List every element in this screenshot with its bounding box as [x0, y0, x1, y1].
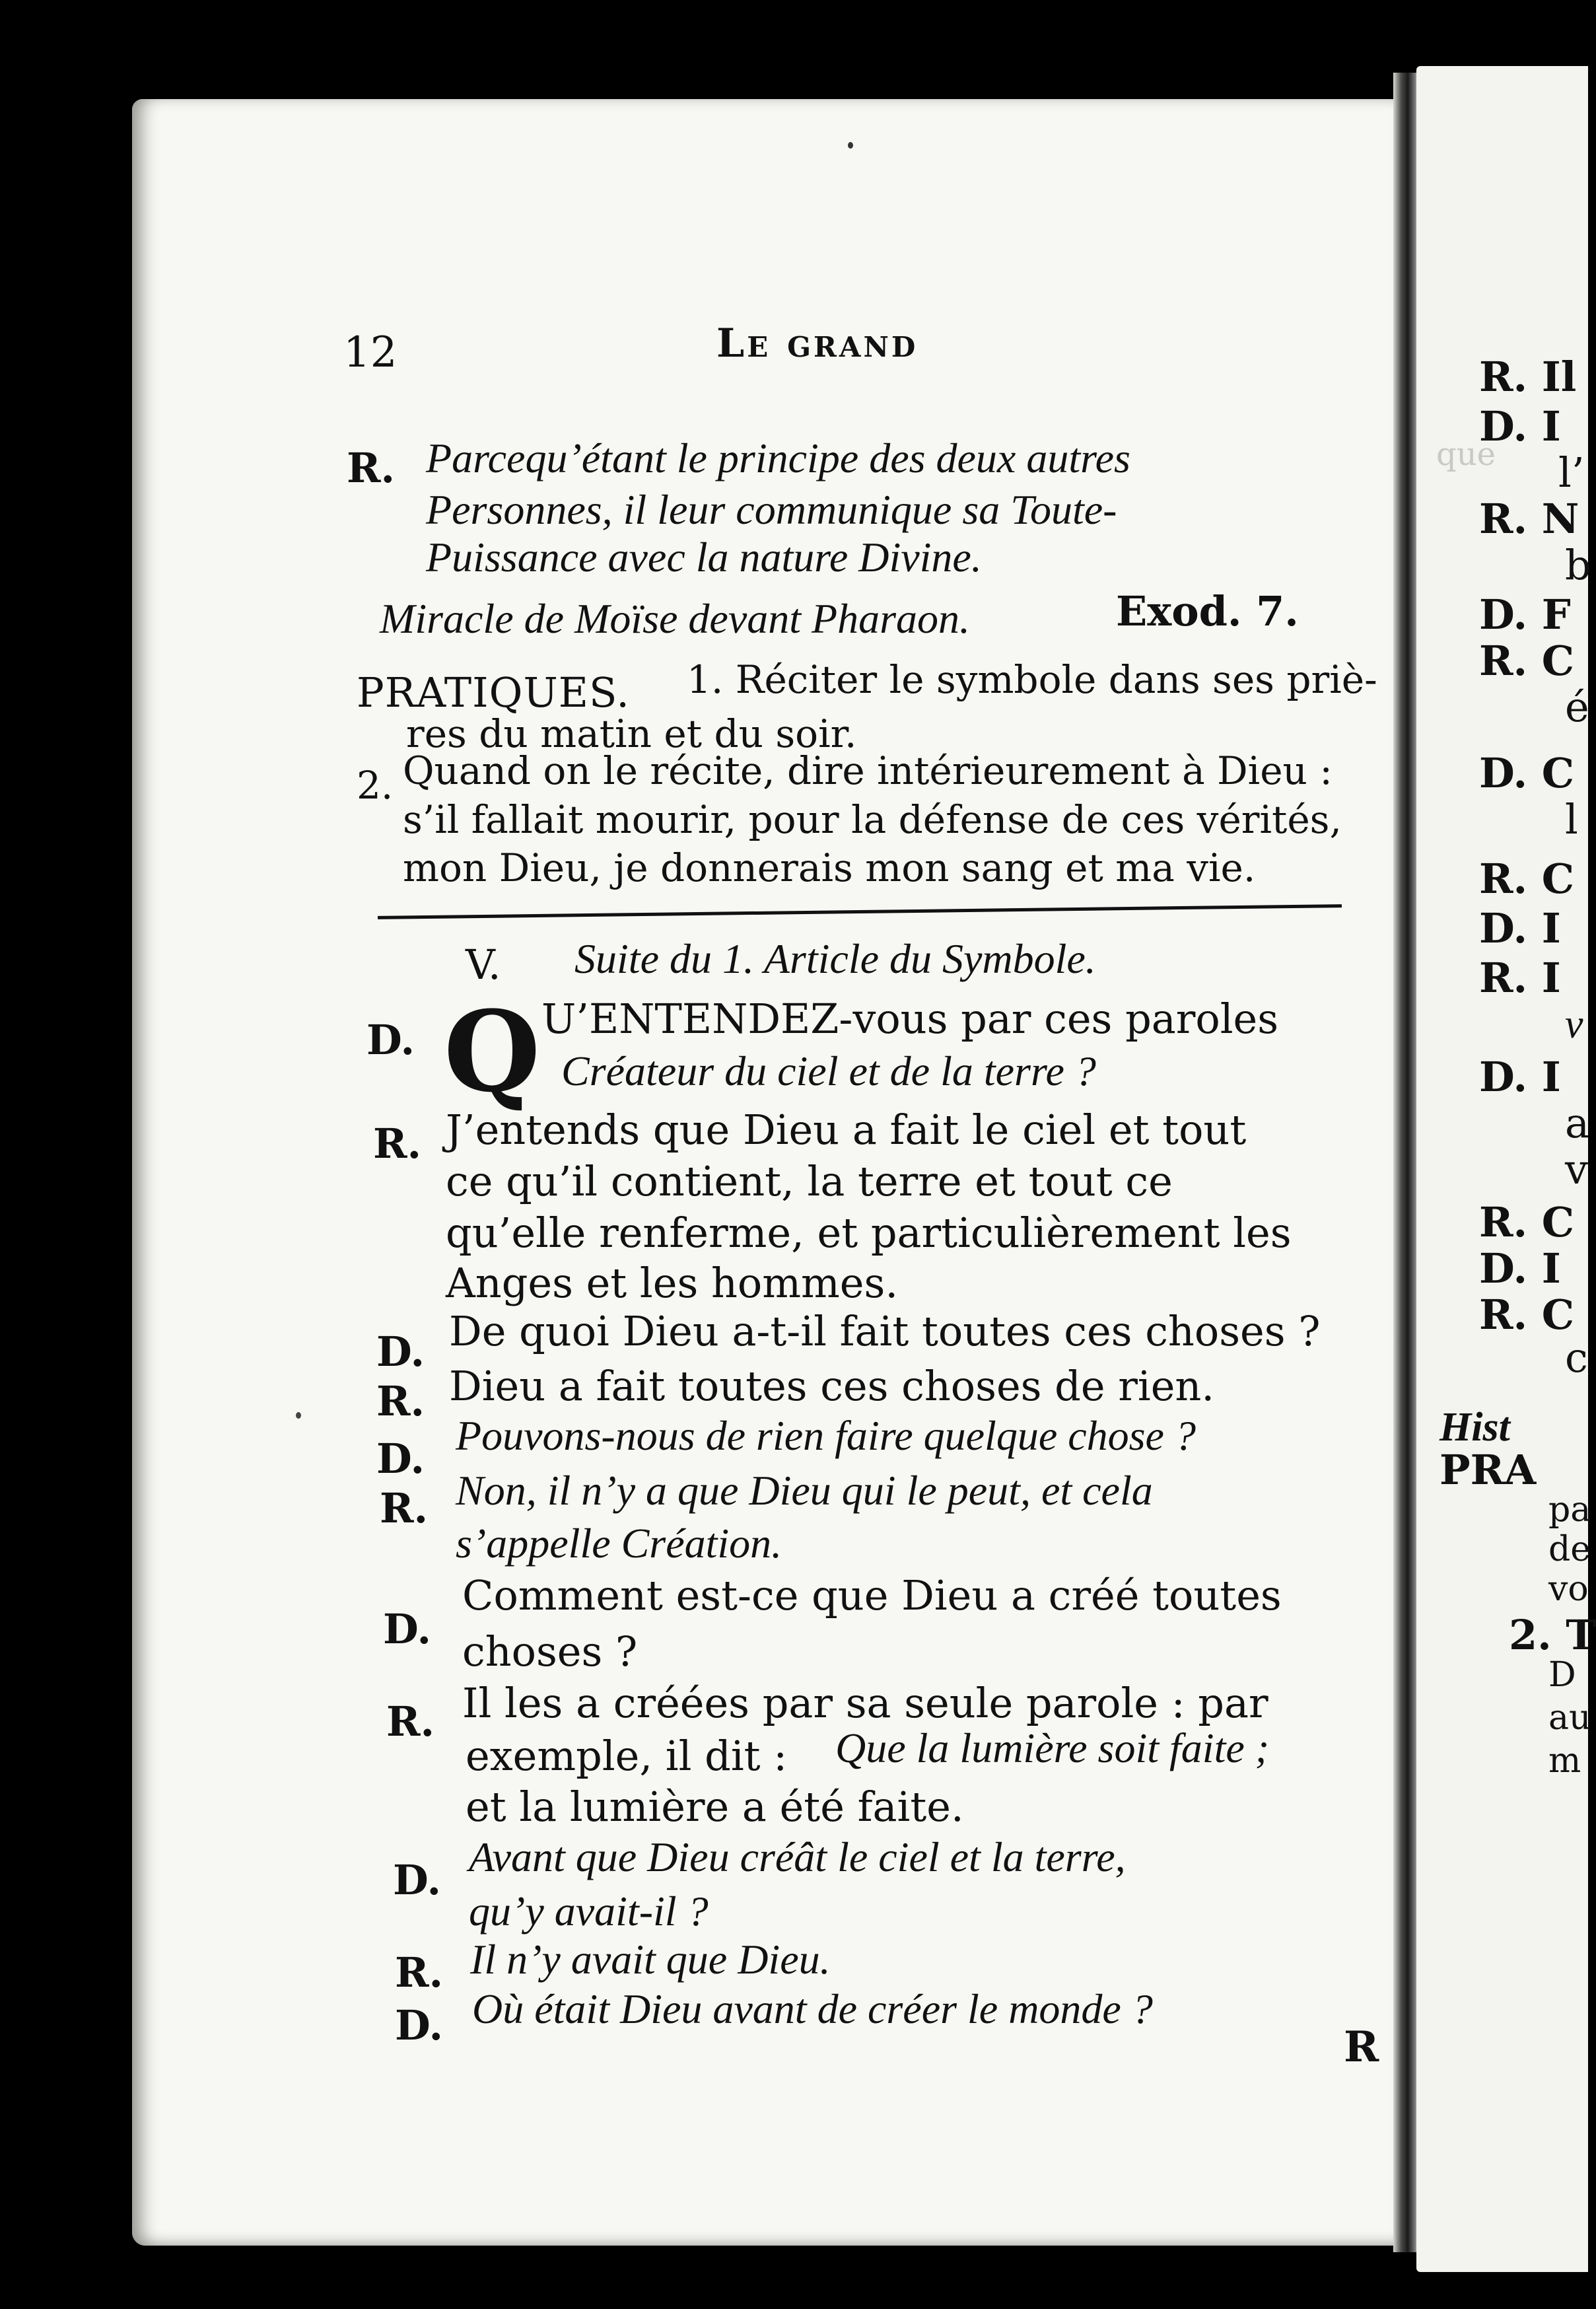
question-line: Créateur du ciel et de la terre ? — [561, 1048, 1096, 1094]
facing-fragment: pa — [1548, 1490, 1591, 1530]
answer-label: R. — [395, 1948, 444, 1997]
pratiques-item: s’il fallait mourir, pour la défense de ces vérités, — [403, 797, 1342, 842]
facing-fragment: vo — [1548, 1569, 1589, 1609]
answer-line: Il les a créées par sa seule parole : par — [462, 1679, 1268, 1727]
question-label: D. — [395, 2001, 444, 2049]
facing-fragment: R. C — [1479, 637, 1575, 685]
facing-fragment: l’ — [1558, 448, 1585, 497]
answer-line: J’entends que Dieu a fait le ciel et tout — [446, 1106, 1247, 1154]
facing-fragment: v — [1565, 1145, 1589, 1193]
question-text: Pouvons-nous de rien faire quelque chose ? — [456, 1412, 1196, 1459]
answer-line: Anges et les hommes. — [446, 1259, 899, 1307]
answer-line: Parcequ’étant le principe des deux autres — [426, 435, 1130, 481]
question-label: D. — [376, 1435, 425, 1483]
question-line: U’ENTENDEZ-vous par ces paroles — [541, 995, 1279, 1043]
answer-line: Puissance avec la nature Divine. — [426, 534, 982, 581]
facing-fragment: é — [1565, 683, 1589, 731]
facing-fragment: D. I — [1479, 1053, 1561, 1101]
facing-fragment: v — [1565, 1002, 1583, 1047]
book-gutter — [1393, 73, 1420, 2252]
answer-text: Il n’y avait que Dieu. — [470, 1936, 831, 1983]
question-text: De quoi Dieu a-t-il fait toutes ces choses ? — [449, 1307, 1321, 1355]
answer-line: Non, il n’y a que Dieu qui le peut, et cela — [456, 1467, 1153, 1514]
answer-line-italic: Que la lumière soit faite ; — [835, 1724, 1270, 1771]
facing-fragment: D. I — [1479, 904, 1561, 952]
answer-line: qu’elle renferme, et particulièrement les — [446, 1209, 1292, 1257]
facing-fragment: R. C — [1479, 1291, 1575, 1339]
facing-fragment: R. C — [1479, 855, 1575, 903]
facing-fragment: D. I — [1479, 402, 1561, 450]
section-title: Suite du 1. Article du Symbole. — [574, 935, 1096, 982]
ink-speck — [848, 142, 853, 149]
answer-label: R. — [380, 1484, 429, 1532]
question-label: D. — [376, 1328, 425, 1376]
miracle-text: Miracle de Moïse devant Pharaon. — [380, 595, 970, 642]
facing-fragment: a — [1565, 1099, 1589, 1147]
question-line: qu’y avait-il ? — [469, 1888, 709, 1935]
facing-fragment: 2. T — [1509, 1611, 1596, 1659]
facing-fragment: D — [1548, 1655, 1576, 1695]
facing-page — [1416, 66, 1596, 2272]
answer-line: ce qu’il contient, la terre et tout ce — [446, 1157, 1173, 1205]
ink-speck — [296, 1412, 301, 1419]
facing-fragment: D. C — [1479, 749, 1575, 797]
question-label: D. — [393, 1856, 442, 1904]
answer-label: R. — [376, 1377, 425, 1425]
pratiques-item: 1. Réciter le symbole dans ses priè- — [687, 657, 1377, 702]
facing-fragment: au — [1548, 1698, 1591, 1738]
page-number: 12 — [343, 328, 398, 377]
running-head: Le grand — [716, 320, 919, 367]
facing-fragment: D. F — [1479, 590, 1571, 639]
drop-cap: Q — [444, 986, 541, 1117]
facing-fragment: l — [1565, 795, 1578, 843]
facing-fragment: b — [1565, 541, 1591, 589]
answer-line: Personnes, il leur communique sa Toute- — [426, 486, 1117, 533]
facing-fragment: R. I — [1479, 954, 1561, 1002]
answer-line: exemple, il dit : — [466, 1732, 788, 1780]
pratiques-item: mon Dieu, je donnerais mon sang et ma vie. — [403, 845, 1256, 890]
answer-line: s’appelle Création. — [456, 1520, 782, 1567]
pratiques-item-number: 2. — [357, 763, 394, 808]
answer-label: R. — [386, 1697, 435, 1746]
question-line: Avant que Dieu créât le ciel et la terre, — [469, 1833, 1126, 1880]
question-text: Où était Dieu avant de créer le monde ? — [472, 1985, 1153, 2032]
facing-fragment: R. Il — [1479, 353, 1577, 401]
answer-line: et la lumière a été faite. — [466, 1783, 964, 1831]
section-number: V. — [466, 941, 501, 989]
facing-fragment: R. N — [1479, 495, 1579, 543]
facing-fragment: m — [1548, 1741, 1581, 1781]
pratiques-title: PRATIQUES. — [357, 668, 630, 717]
answer-label: R. — [373, 1119, 422, 1168]
answer-text: Dieu a fait toutes ces choses de rien. — [449, 1362, 1215, 1410]
facing-fragment: D. I — [1479, 1244, 1561, 1293]
question-label: D. — [366, 1016, 415, 1064]
bleed-through: que — [1436, 436, 1496, 473]
facing-fragment: de — [1548, 1530, 1591, 1569]
facing-fragment: c — [1565, 1333, 1588, 1382]
pratiques-item: res du matin et du soir. — [406, 711, 857, 756]
pratiques-item: Quand on le récite, dire intérieurement à Dieu : — [403, 748, 1333, 793]
catchword: R — [1344, 2022, 1379, 2072]
answer-label: R. — [347, 444, 396, 492]
question-label: D. — [383, 1605, 432, 1653]
facing-fragment: PRA — [1440, 1446, 1537, 1494]
facing-fragment: R. C — [1479, 1198, 1575, 1246]
question-line: Comment est-ce que Dieu a créé toutes — [462, 1571, 1282, 1619]
exodus-reference: Exod. 7. — [1116, 587, 1299, 635]
facing-fragment: Hist — [1440, 1405, 1510, 1450]
question-line: choses ? — [462, 1627, 638, 1676]
